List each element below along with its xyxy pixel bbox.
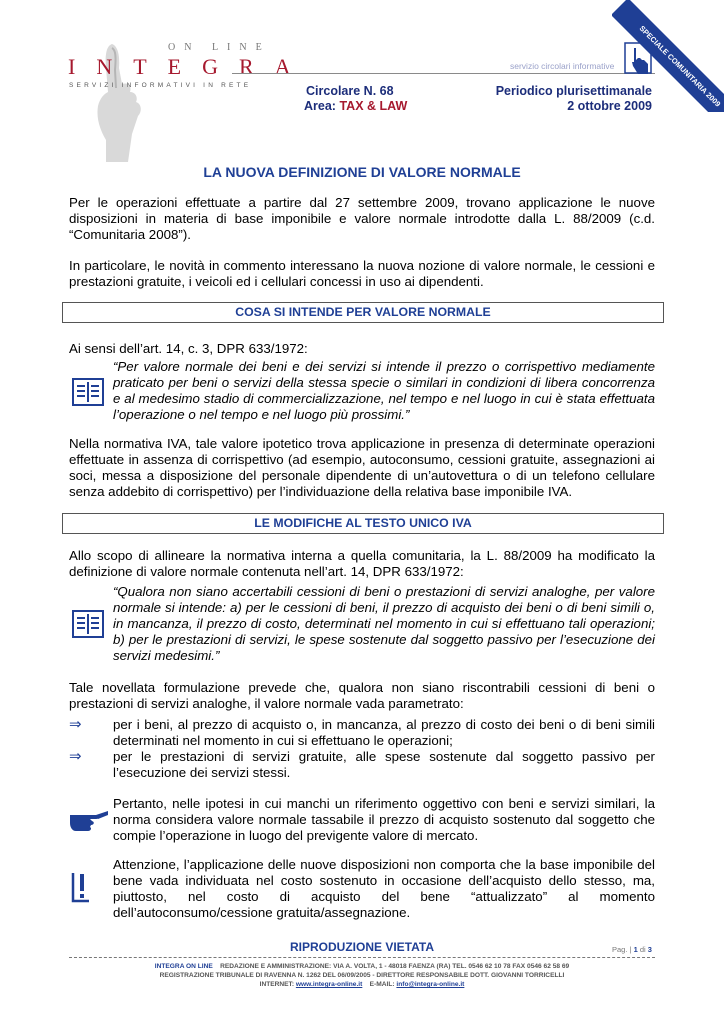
footer-contacts bbox=[0, 980, 724, 989]
section-1-after: Nella normativa IVA, tale valore ipotetico trova applicazione in presenza di determinate operazioni effettuate in assenza di corrispettivo (ad esempio, autoconsumo, cessioni gratuite, assegnazioni ai soci, messa a disposizione del personale dipendente di un’autovettura o di un telefono cellulare senza addebito di corrispettivo) per l’individuazione della relativa base imponibile IVA. bbox=[69, 436, 655, 499]
section-1-quote: “Per valore normale dei beni e dei servizi si intende il prezzo o corrispettivo mediamente praticato per beni o servizi della stessa specie o similari in condizioni di libera concorrenza e al medesimo stadio di commercializzazione, nel tempo e nel luogo in cui è stata effettuata l’operazione o nel tempo e nel luogo più prossimi.” bbox=[113, 359, 655, 422]
page-current: 1 bbox=[633, 945, 638, 954]
book-icon bbox=[72, 610, 104, 643]
footer-notice: RIPRODUZIONE VIETATA bbox=[290, 940, 434, 954]
section-2-lead: Allo scopo di allineare la normativa interna a quella comunitaria, la L. 88/2009 ha modificato la definizione di valore normale contenuta nell’art. 14, DPR 633/1972: bbox=[69, 548, 655, 579]
page-title: LA NUOVA DEFINIZIONE DI VALORE NORMALE bbox=[203, 164, 521, 180]
service-label: servizio circolari informative bbox=[510, 61, 615, 71]
footer-email-label: E-MAIL: bbox=[369, 981, 395, 988]
page-sep: di bbox=[639, 945, 646, 954]
note-paragraph: Pertanto, nelle ipotesi in cui manchi un riferimento oggettivo con beni e servizi similari, la norma considera valore normale tassabile il prezzo di acquisto sostenuto dal soggetto che compie l’operazione in luogo del previgente valore di mercato. bbox=[113, 796, 655, 843]
bullet-item-1: per i beni, al prezzo di acquisto o, in mancanza, al prezzo di costo dei beni o di beni simili determinati nel momento in cui si effettuano le operazioni; bbox=[113, 717, 655, 748]
intro-paragraph-1: Per le operazioni effettuate a partire dal 27 settembre 2009, trovano applicazione le nuove disposizioni in materia di base imponibile e valore normale introdotte dalla L. 88/2009 (c.d. “Comunitaria 2008”). bbox=[69, 195, 655, 242]
section-heading-2: LE MODIFICHE AL TESTO UNICO IVA bbox=[62, 513, 664, 534]
section-2-after: Tale novellata formulazione prevede che, qualora non siano riscontrabili cessioni di beni o prestazioni di servizi analoghe, il valore normale vada parametrato: bbox=[69, 680, 655, 711]
footer-email-link[interactable]: info@integra-online.it bbox=[396, 981, 465, 988]
footer-internet-label: INTERNET: bbox=[259, 981, 295, 988]
page-label: Pag. | bbox=[612, 945, 632, 954]
header-rule bbox=[232, 73, 655, 74]
corner-ribbon: SPECIALE COMUNITARIA 2009 bbox=[612, 0, 724, 112]
footer-registration: REGISTRAZIONE TRIBUNALE DI RAVENNA N. 1262 DEL 06/09/2005 - DIRETTORE RESPONSABILE DOTT. GIOVANNI TORRICELLI bbox=[159, 972, 565, 979]
area-line bbox=[304, 99, 407, 114]
brand-tagline: SERVIZI INFORMATIVI IN RETE bbox=[69, 82, 252, 89]
footer-website-link[interactable]: www.integra-online.it bbox=[295, 981, 363, 988]
area-label: Area: bbox=[304, 99, 336, 113]
pointing-finger-icon bbox=[68, 805, 110, 838]
footer-rule bbox=[69, 957, 655, 958]
footer-address-line bbox=[0, 962, 724, 971]
issue-date: 2 ottobre 2009 bbox=[567, 99, 652, 113]
bullet-item-2: per le prestazioni di servizi gratuite, alle spese sostenute dal soggetto passivo per l’esecuzione dei servizi stessi. bbox=[113, 749, 655, 780]
footer-company: INTEGRA ON LINE bbox=[154, 963, 213, 970]
section-heading-1: COSA SI INTENDE PER VALORE NORMALE bbox=[62, 302, 664, 323]
section-2-quote: “Qualora non siano accertabili cessioni di beni o prestazioni di servizi analoghe, per valore normale si intende: a) per le cessioni di beni, il prezzo di acquisto dei beni o di beni simili o, in mancanza, il prezzo di costo, determinati nel momento in cui si effettuano tali operazioni; b) per le prestazioni di servizi, le spese sostenute dal soggetto passivo per l’esecuzione dei servizi medesimi.” bbox=[113, 584, 655, 663]
periodico: Periodico plurisettimanale bbox=[495, 84, 652, 98]
circolare-number: Circolare N. 68 bbox=[306, 84, 394, 98]
double-arrow-icon: ⇒ bbox=[69, 748, 82, 765]
page-total: 3 bbox=[647, 945, 652, 954]
book-icon bbox=[72, 378, 104, 411]
exclamation-icon bbox=[70, 870, 92, 909]
intro-paragraph-2: In particolare, le novità in commento interessano la nuova nozione di valore normale, le cessioni e prestazioni gratuite, i veicoli ed i cellulari concessi in uso ai dipendenti. bbox=[69, 258, 655, 289]
section-1-lead: Ai sensi dell’art. 14, c. 3, DPR 633/1972: bbox=[69, 341, 308, 356]
area-value: TAX & LAW bbox=[339, 99, 408, 113]
double-arrow-icon: ⇒ bbox=[69, 716, 82, 733]
brand-name: INTEGRA bbox=[68, 54, 312, 79]
footer-address: REDAZIONE E AMMINISTRAZIONE: VIA A. VOLTA, 1 - 48018 FAENZA (RA) TEL. 0546 62 10 78 FAX 0546 62 58 69 bbox=[220, 963, 570, 970]
brand-online: ON LINE bbox=[168, 42, 271, 53]
page-indicator bbox=[612, 945, 652, 954]
warning-paragraph: Attenzione, l’applicazione delle nuove disposizioni non comporta che la base imponibile del bene vada individuata nel costo sostenuto in occasione dell’acquisto dello stesso, ma, piuttosto, nel costo di acquisto del bene “attualizzato” al momento dell’autoconsumo/cessione gratuita/assegnazione. bbox=[113, 857, 655, 920]
